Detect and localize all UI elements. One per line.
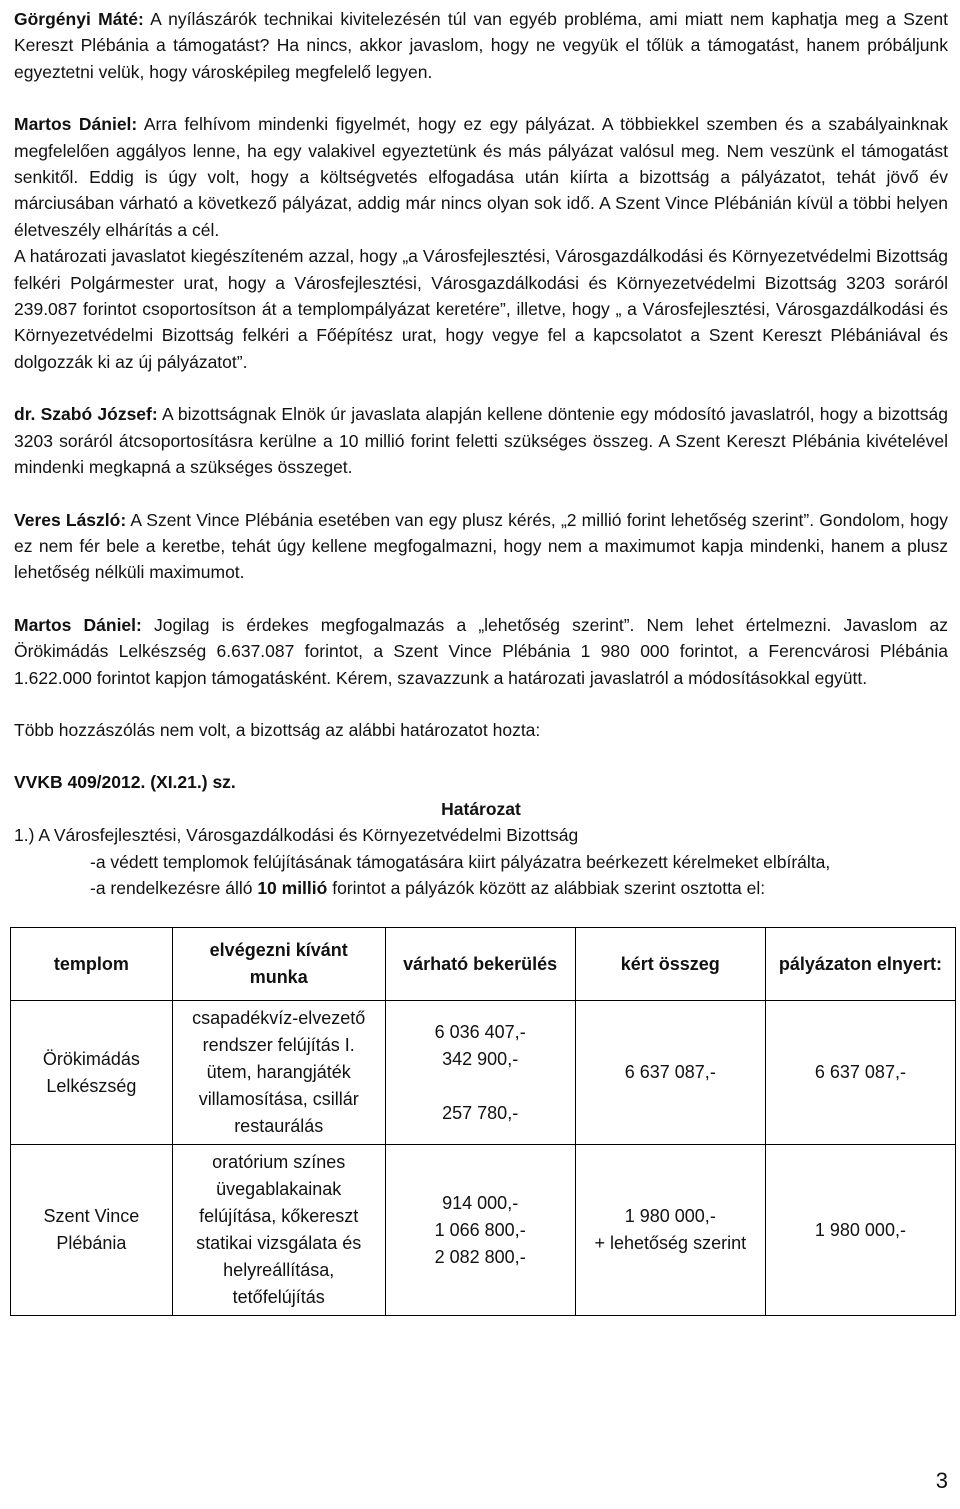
church-cell: Szent Vince Plébánia bbox=[11, 1145, 173, 1316]
table-row bbox=[11, 1001, 956, 1145]
paragraph-closing bbox=[14, 717, 948, 743]
paragraph-text: A bizottságnak Elnök úr javaslata alapján kellene döntenie egy módosító javaslatról, hogy a bizottság 3203 soráról átcsoportosításra kerülne a 10 millió forint feletti szükséges összeg. A Szent Kereszt Plébánia kivételével mindenki megkapná a szükséges összeget. bbox=[14, 404, 948, 478]
resolution-line-2: -a rendelkezésre álló 10 millió forintot a pályázók között az alábbiak szerint osztotta el: bbox=[90, 877, 766, 898]
cost-cell: 914 000,- 1 066 800,- 2 082 800,- bbox=[385, 1145, 575, 1316]
resolution-number: VVKB 409/2012. (XI.21.) sz. bbox=[14, 772, 236, 793]
paragraph-veres bbox=[14, 507, 948, 586]
speaker-name: Veres László: bbox=[14, 509, 127, 530]
column-header: kért összeg bbox=[575, 928, 765, 1001]
resolution-item-1: 1.) A Városfejlesztési, Városgazdálkodási és Környezetvédelmi Bizottság bbox=[14, 825, 579, 846]
table-row bbox=[11, 1145, 956, 1316]
speaker-name: Martos Dániel: bbox=[14, 114, 138, 135]
paragraph-martos-1 bbox=[14, 111, 948, 243]
work-cell: oratórium színes üvegablakainak felújítása, kőkereszt statikai vizsgálata és helyreállítása, tetőfelújítás bbox=[172, 1145, 385, 1316]
paragraph-szabo bbox=[14, 401, 948, 480]
paragraph-martos-2 bbox=[14, 612, 948, 691]
document-page bbox=[14, 6, 948, 1316]
paragraph-text: Jogilag is érdekes megfogalmazás a „lehetőség szerint”. Nem lehet értelmezni. Javaslom az Örökimádás Lelkészség 6.637.087 forintot, a Szent Vince Plébánia 1 980 000 forintot, a Ferencvárosi Plébánia 1.622.000 forintot kapjon támogatásként. Kérem, szavazzunk a határozati javaslatról a módosításokkal együtt. bbox=[14, 614, 948, 688]
paragraph-text: Arra felhívom mindenki figyelmét, hogy ez egy pályázat. A többiekkel szemben és a szabályainknak megfelelően aggályos lenne, ha egy valakivel egyeztetünk és más pályázat valósul meg. Nem veszünk el támogatást senkitől. Eddig is úgy volt, hogy a költségvetés elfogadása után kiírta a bizottság a pályázatot, tehát jövő év márciusában várható a következő pályázat, addig már nincs olyan sok idő. A Szent Vince Plébánián kívül a többi helyen életveszély elhárítás a cél. bbox=[14, 114, 948, 240]
column-header: elvégezni kívánt munka bbox=[172, 928, 385, 1001]
work-cell: csapadékvíz-elvezető rendszer felújítás I. ütem, harangjáték villamosítása, csillár restaurálás bbox=[172, 1001, 385, 1145]
speaker-name: Martos Dániel: bbox=[14, 614, 142, 635]
paragraph-gorgenyi bbox=[14, 6, 948, 85]
paragraph-proposal bbox=[14, 243, 948, 375]
column-header: pályázaton elnyert: bbox=[765, 928, 955, 1001]
speaker-name: dr. Szabó József: bbox=[14, 404, 158, 425]
amount-bold: 10 millió bbox=[257, 877, 328, 898]
allocation-table bbox=[10, 927, 956, 1316]
requested-cell: 6 637 087,- bbox=[575, 1001, 765, 1145]
paragraph-text: A nyílászárók technikai kivitelezésén túl van egyéb probléma, ami miatt nem kaphatja meg a Szent Kereszt Plébánia a támogatást? Ha nincs, akkor javaslom, hogy ne vegyük el tőlük a támogatást, hanem próbáljunk egyeztetni velük, hogy városképileg megfelelő legyen. bbox=[14, 9, 948, 82]
won-cell: 1 980 000,- bbox=[765, 1145, 955, 1316]
paragraph-text: A határozati javaslatot kiegészíteném azzal, hogy „a Városfejlesztési, Városgazdálkodási és Környezetvédelmi Bizottság felkéri Polgármester urat, hogy a Városfejlesztési, Városgazdálkodási és Környezetvédelmi Bizottság 3203 soráról 239.087 forintot csoportosítson át a templompályázat keretére”, illetve, hogy „ a Városfejlesztési, Városgazdálkodási és Környezetvédelmi Bizottság felkéri a Főépítész urat, hogy vegye fel a kapcsolatot a Szent Kereszt Plébániával és dolgozzák ki az új pályázatot”. bbox=[14, 246, 948, 372]
speaker-name: Görgényi Máté: bbox=[14, 9, 144, 29]
cost-cell: 6 036 407,- 342 900,- 257 780,- bbox=[385, 1001, 575, 1145]
paragraph-text: Több hozzászólás nem volt, a bizottság az alábbi határozatot hozta: bbox=[14, 719, 541, 740]
resolution-line-1: -a védett templomok felújításának támogatására kiirt pályázatra beérkezett kérelmeket elbírálta, bbox=[90, 851, 831, 872]
page-number: 3 bbox=[935, 1468, 948, 1493]
requested-cell: 1 980 000,- + lehetőség szerint bbox=[575, 1145, 765, 1316]
resolution-heading: Határozat bbox=[441, 798, 521, 819]
table-header-row bbox=[11, 928, 956, 1001]
paragraph-text: A Szent Vince Plébánia esetében van egy plusz kérés, „2 millió forint lehetőség szerint”. Gondolom, hogy ez nem fér bele a keretbe, tehát úgy kellene megfogalmazni, hogy nem a maximumot kapja mindenki, hanem a plusz lehetőség nélküli maximumot. bbox=[14, 509, 948, 583]
column-header: várható bekerülés bbox=[385, 928, 575, 1001]
church-cell: Örökimádás Lelkészség bbox=[11, 1001, 173, 1145]
won-cell: 6 637 087,- bbox=[765, 1001, 955, 1145]
column-header: templom bbox=[11, 928, 173, 1001]
